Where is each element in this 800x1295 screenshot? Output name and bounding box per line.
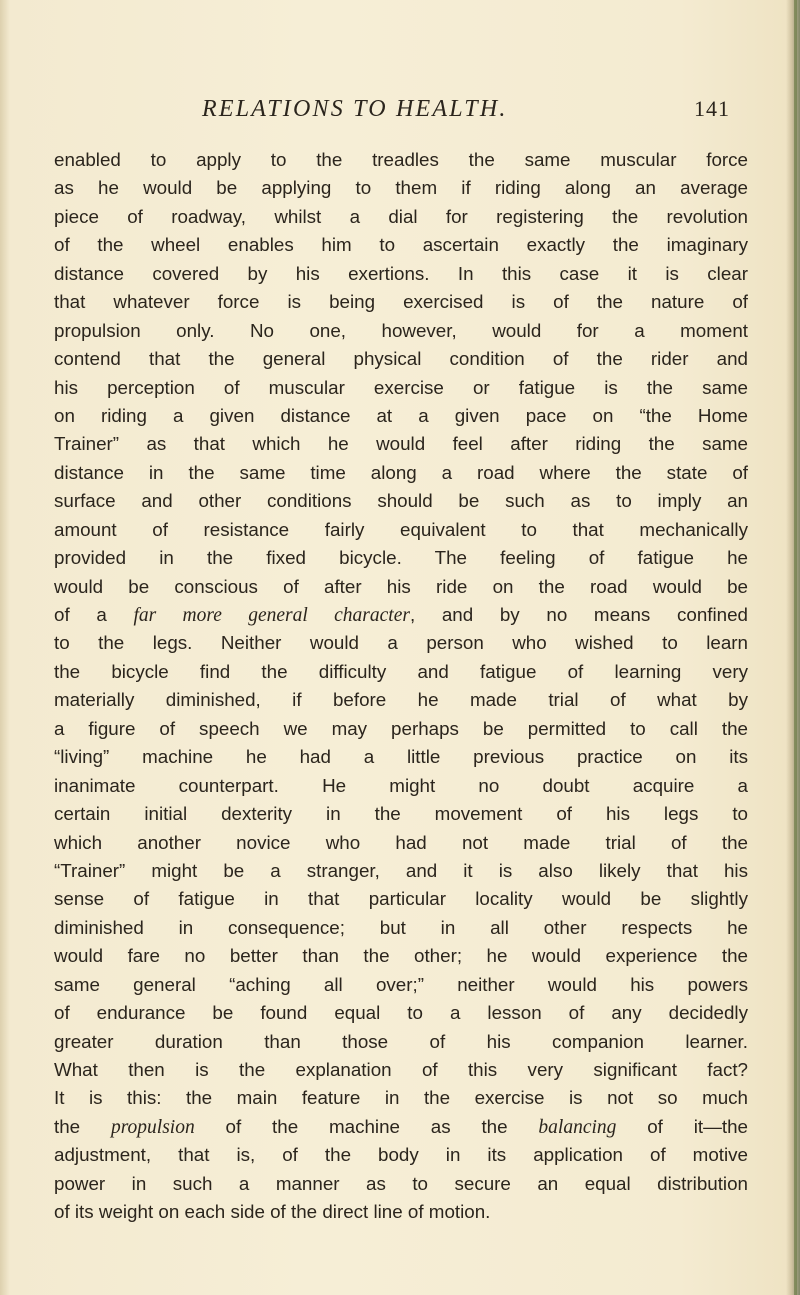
text-segment: power in such a manner as to secure an equal distribution: [54, 1172, 748, 1194]
text-line: [54, 288, 748, 316]
running-head: RELATIONS TO HEALTH.: [202, 96, 508, 122]
text-segment: amount of resistance fairly equivalent to that mechanically: [54, 518, 748, 540]
text-segment: of the machine as the: [194, 1115, 539, 1137]
text-line: [54, 1170, 748, 1198]
text-segment: It is this: the main feature in the exercise is not so much: [54, 1087, 748, 1109]
text-line: [54, 999, 748, 1027]
text-line: [54, 601, 748, 629]
text-line: [54, 829, 748, 857]
text-line: [54, 885, 748, 913]
text-segment: that whatever force is being exercised is of the nature of: [54, 291, 748, 313]
text-line: [54, 772, 748, 800]
text-segment: of endurance be found equal to a lesson of any decidedly: [54, 1002, 748, 1024]
page-left-edge-shading: [0, 0, 10, 1295]
text-line: [54, 743, 748, 771]
text-line: [54, 1113, 748, 1141]
text-segment: propulsion only. No one, however, would for a moment: [54, 319, 748, 341]
text-segment: inanimate counterpart. He might no doubt acquire a: [54, 774, 748, 796]
text-segment: , and by no means confined: [409, 604, 748, 625]
text-line: [54, 1141, 748, 1169]
text-line: [54, 544, 748, 572]
text-segment: of its weight on each side of the direct line of motion.: [54, 1201, 491, 1223]
text-segment: of the wheel enables him to ascertain exactly the imaginary: [54, 234, 748, 256]
text-segment: What then is the explanation of this very significant fact?: [54, 1059, 748, 1080]
text-segment: enabled to apply to the treadles the same muscular force: [54, 149, 748, 170]
text-segment: his perception of muscular exercise or fatigue is the same: [54, 376, 748, 398]
body-paragraph: [54, 146, 748, 1227]
text-segment: a figure of speech we may perhaps be permitted to call the: [54, 717, 748, 739]
text-segment: distance in the same time along a road where the state of: [54, 461, 748, 483]
text-segment: certain initial dexterity in the movement of his legs to: [54, 803, 748, 825]
text-line: [54, 686, 748, 714]
text-segment: piece of roadway, whilst a dial for registering the revolution: [54, 205, 748, 227]
text-line: [54, 629, 748, 657]
text-segment: on riding a given distance at a given pace on “the Home: [54, 404, 748, 426]
text-line: [54, 715, 748, 743]
text-segment: Trainer” as that which he would feel after riding the same: [54, 433, 748, 455]
page-binding-edge: [794, 0, 797, 1295]
text-line: [54, 402, 748, 430]
italic-phrase: propulsion: [110, 1116, 195, 1138]
text-segment: which another novice who had not made trial of the: [54, 831, 748, 853]
text-line: [54, 1028, 748, 1056]
text-segment: “living” machine he had a little previous practice on its: [54, 746, 748, 768]
text-line: [54, 317, 748, 345]
text-line: [54, 942, 748, 970]
text-segment: contend that the general physical condition of the rider and: [54, 348, 748, 370]
text-line: [54, 260, 748, 288]
text-line: [54, 459, 748, 487]
text-segment: would fare no better than the other; he would experience the: [54, 945, 748, 967]
text-segment: adjustment, that is, of the body in its application of motive: [54, 1144, 748, 1166]
text-segment: of it—the: [616, 1115, 748, 1137]
text-segment: to the legs. Neither would a person who wished to learn: [54, 632, 748, 654]
text-line: [54, 174, 748, 202]
page-number: 141: [694, 96, 730, 121]
text-line: [54, 1056, 748, 1084]
text-line: [54, 1084, 748, 1112]
italic-phrase: far more general character: [133, 605, 410, 626]
text-line: [54, 146, 748, 174]
text-segment: as he would be applying to them if riding along an average: [54, 177, 748, 199]
text-line: [54, 345, 748, 373]
text-segment: surface and other conditions should be such as to imply an: [54, 490, 748, 512]
text-segment: distance covered by his exertions. In this case it is clear: [54, 262, 748, 284]
text-segment: greater duration than those of his companion learner.: [54, 1030, 748, 1052]
text-line: [54, 231, 748, 259]
text-line: [54, 1198, 748, 1226]
text-segment: diminished in consequence; but in all other respects he: [54, 916, 748, 938]
text-segment: materially diminished, if before he made trial of what by: [54, 689, 748, 711]
text-segment: the bicycle find the difficulty and fatigue of learning very: [54, 660, 748, 682]
text-line: [54, 658, 748, 686]
text-segment: provided in the fixed bicycle. The feeling of fatigue he: [54, 547, 748, 569]
text-segment: of a: [54, 604, 134, 625]
text-line: [54, 516, 748, 544]
text-segment: sense of fatigue in that particular locality would be slightly: [54, 888, 748, 910]
text-line: [54, 914, 748, 942]
italic-phrase: balancing: [538, 1116, 617, 1138]
text-segment: same general “aching all over;” neither would his powers: [54, 973, 748, 995]
text-line: [54, 971, 748, 999]
text-segment: “Trainer” might be a stranger, and it is also likely that his: [54, 859, 748, 881]
text-line: [54, 857, 748, 885]
page-header: [0, 96, 800, 136]
text-line: [54, 203, 748, 231]
page-binding-shadow: [786, 0, 800, 1295]
text-line: [54, 573, 748, 601]
text-line: [54, 374, 748, 402]
text-line: [54, 487, 748, 515]
text-segment: the: [54, 1115, 111, 1137]
text-line: [54, 430, 748, 458]
text-segment: would be conscious of after his ride on the road would be: [54, 575, 748, 597]
text-line: [54, 800, 748, 828]
